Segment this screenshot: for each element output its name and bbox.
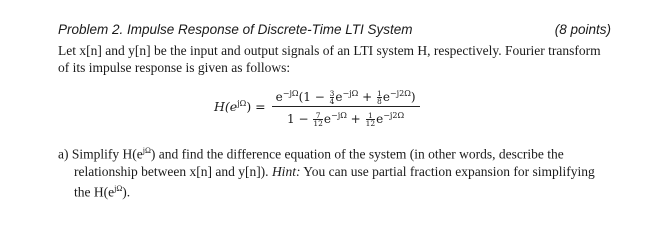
equation-numerator: $e^{-j\Omega}(1$ − $\frac{3}{4}$ $e^{-j\Omega}$ + $\frac{1}{8}$ $e^{-j2\Omega}$) [275,89,416,106]
den-coef-2: $\frac{1}{12}$ [365,111,376,128]
num-coef-2: $\frac{1}{8}$ [377,89,382,106]
equation-denominator: 1 − $\frac{7}{12}$ $e^{-j\Omega}$ + $\frac{1}{12}$ $e^{-j2\Omega}$ [287,111,405,128]
intro-line-2: of its impulse response is given as follows: [58,60,291,75]
transfer-function-equation [214,86,420,127]
equation-lhs: $H(e^{j\Omega})$ = [214,98,266,115]
den-coef-1: $\frac{7}{12}$ [313,111,323,128]
part-a-line-1: a) Simplify $H(e^{j\Omega})$ and find the difference equation of the system (in other words, describe the [58,146,564,162]
part-a-line-2: relationship between x[n] and y[n]). Hint: You can use partial fraction expansion for simplifying [74,163,595,179]
problem-title: Problem 2. Impulse Response of Discrete-Time LTI System [58,22,413,37]
problem-points: (8 points) [554,22,611,37]
part-a-line-3: the $H(e^{j\Omega})$. [74,183,131,199]
problem-intro [58,42,618,76]
num-coef-1: $\frac{3}{4}$ [329,89,335,106]
part-a-question [58,142,618,200]
fraction-bar [272,106,420,107]
equation-fraction [272,86,420,127]
problem-header [58,22,611,37]
intro-line-1: Let x[n] and y[n] be the input and output signals of an LTI system H, respectively. Fourier transform [58,43,601,58]
